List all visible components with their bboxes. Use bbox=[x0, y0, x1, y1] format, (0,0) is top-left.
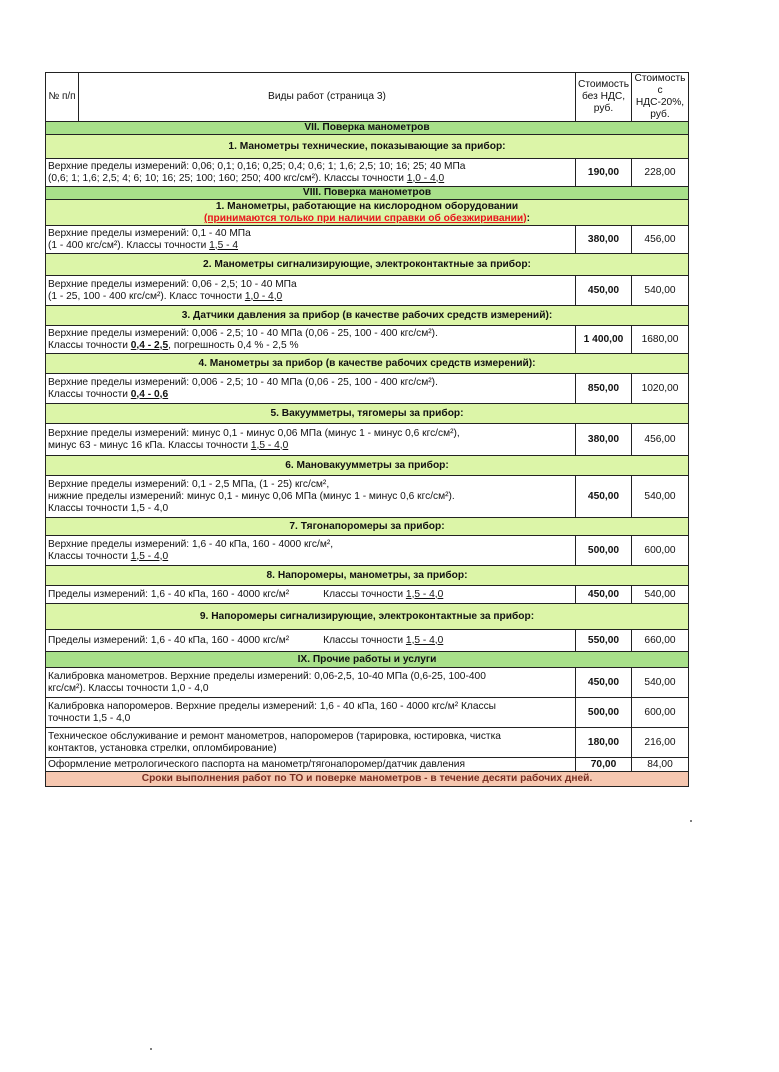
price-no-vat: 450,00 bbox=[576, 586, 632, 604]
price-with-vat: 600,00 bbox=[632, 536, 689, 566]
row-text: Верхние пределы измерений: 0,006 - 2,5; 10 - 40 МПа (0,06 - 25, 100 - 400 кгс/см²). bbox=[48, 376, 438, 388]
deadline-note: Сроки выполнения работ по ТО и поверке манометров - в течение десяти рабочих дней. bbox=[46, 772, 689, 787]
subsection-title: 9. Напоромеры сигнализирующие, электроконтактные за прибор: bbox=[46, 604, 689, 630]
accuracy-class: 1,0 - 4,0 bbox=[406, 172, 445, 184]
row-description bbox=[46, 159, 576, 187]
row-description bbox=[46, 586, 576, 604]
row-description bbox=[46, 536, 576, 566]
row-text: (1 - 25, 100 - 400 кгс/см²). Класс точности bbox=[48, 290, 245, 302]
table-header-row bbox=[46, 73, 689, 122]
accuracy-class: 1,5 - 4,0 bbox=[405, 634, 444, 646]
subsection-header-row bbox=[46, 135, 689, 159]
row-text: Верхние пределы измерений: 0,06; 0,1; 0,16; 0,25; 0,4; 0,6; 1; 1,6; 2,5; 10; 16; 25; 40 МПа bbox=[48, 160, 466, 172]
row-text: Классы точности 1,5 - 4,0 bbox=[48, 502, 169, 514]
subsection-header-row bbox=[46, 604, 689, 630]
accuracy-class: 1,5 - 4 bbox=[209, 239, 239, 251]
subsection-title: 1. Манометры технические, показывающие за прибор: bbox=[46, 135, 689, 159]
subsection-header-row bbox=[46, 200, 689, 226]
table-row bbox=[46, 758, 689, 772]
section-title: IX. Прочие работы и услуги bbox=[46, 652, 689, 668]
price-with-vat: 228,00 bbox=[632, 159, 689, 187]
table-row bbox=[46, 668, 689, 698]
row-text: Оформление метрологического паспорта на манометр/тягонапоромер/датчик давления bbox=[48, 758, 465, 770]
row-text: Классы точности bbox=[323, 588, 406, 600]
column-header-price-no-vat: Стоимость без НДС, руб. bbox=[576, 73, 632, 122]
row-text: Пределы измерений: 1,6 - 40 кПа, 160 - 4000 кгс/м² bbox=[48, 588, 290, 600]
row-text: Техническое обслуживание и ремонт манометров, напоромеров (тарировка, юстировка, чистка bbox=[48, 730, 501, 742]
price-with-vat: 84,00 bbox=[632, 758, 689, 772]
table-row bbox=[46, 476, 689, 518]
subsection-title bbox=[46, 200, 689, 226]
row-text: точности 1,5 - 4,0 bbox=[48, 712, 131, 724]
price-with-vat: 216,00 bbox=[632, 728, 689, 758]
table-row bbox=[46, 728, 689, 758]
row-text: Верхние пределы измерений: 0,06 - 2,5; 10 - 40 МПа bbox=[48, 278, 297, 290]
table-row bbox=[46, 326, 689, 354]
row-description bbox=[46, 226, 576, 254]
row-text: нижние пределы измерений: минус 0,1 - минус 0,06 МПа (минус 1 - минус 0,6 кгс/см²). bbox=[48, 490, 455, 502]
note-tail: : bbox=[526, 212, 530, 224]
row-description bbox=[46, 698, 576, 728]
row-text: Верхние пределы измерений: 0,006 - 2,5; 10 - 40 МПа (0,06 - 25, 100 - 400 кгс/см²). bbox=[48, 327, 438, 339]
price-no-vat: 450,00 bbox=[576, 668, 632, 698]
price-with-vat: 600,00 bbox=[632, 698, 689, 728]
table-row bbox=[46, 630, 689, 652]
subsection-title: 6. Мановакуумметры за прибор: bbox=[46, 456, 689, 476]
price-with-vat: 660,00 bbox=[632, 630, 689, 652]
subsection-header-row bbox=[46, 566, 689, 586]
subsection-title-text: 1. Манометры, работающие на кислородном оборудовании bbox=[215, 200, 519, 212]
row-text: Классы точности bbox=[48, 339, 131, 351]
table-row bbox=[46, 698, 689, 728]
price-no-vat: 450,00 bbox=[576, 276, 632, 306]
table-row bbox=[46, 374, 689, 404]
accuracy-class: 0,4 - 0,6 bbox=[130, 388, 169, 400]
subsection-title: 4. Манометры за прибор (в качестве рабочих средств измерений): bbox=[46, 354, 689, 374]
price-no-vat: 190,00 bbox=[576, 159, 632, 187]
subsection-title: 3. Датчики давления за прибор (в качестве рабочих средств измерений): bbox=[46, 306, 689, 326]
price-no-vat: 500,00 bbox=[576, 698, 632, 728]
scan-speck bbox=[690, 820, 692, 822]
price-no-vat: 1 400,00 bbox=[576, 326, 632, 354]
subsection-header-row bbox=[46, 518, 689, 536]
price-with-vat: 456,00 bbox=[632, 424, 689, 456]
price-no-vat: 380,00 bbox=[576, 424, 632, 456]
price-with-vat: 540,00 bbox=[632, 668, 689, 698]
row-description bbox=[46, 758, 576, 772]
row-text: (1 - 400 кгс/см²). Классы точности bbox=[48, 239, 210, 251]
row-text: Верхние пределы измерений: 1,6 - 40 кПа, 160 - 4000 кгс/м², bbox=[48, 538, 334, 550]
price-no-vat: 70,00 bbox=[576, 758, 632, 772]
row-text: Классы точности bbox=[48, 388, 131, 400]
row-text: Классы точности bbox=[48, 550, 131, 562]
table-row bbox=[46, 226, 689, 254]
price-list-table bbox=[45, 72, 689, 787]
column-header-work: Виды работ (страница 3) bbox=[79, 73, 576, 122]
row-description bbox=[46, 374, 576, 404]
row-text: Верхние пределы измерений: 0,1 - 40 МПа bbox=[48, 227, 251, 239]
accuracy-class: 1,5 - 4,0 bbox=[250, 439, 289, 451]
row-text: Пределы измерений: 1,6 - 40 кПа, 160 - 4000 кгс/м² bbox=[48, 634, 290, 646]
scan-speck bbox=[150, 1048, 152, 1050]
table-row bbox=[46, 276, 689, 306]
footer-row bbox=[46, 772, 689, 787]
subsection-header-row bbox=[46, 404, 689, 424]
row-description bbox=[46, 326, 576, 354]
price-with-vat: 540,00 bbox=[632, 476, 689, 518]
section-header-row bbox=[46, 652, 689, 668]
table-row bbox=[46, 159, 689, 187]
subsection-title: 2. Манометры сигнализирующие, электроконтактные за прибор: bbox=[46, 254, 689, 276]
table-row bbox=[46, 586, 689, 604]
accuracy-class: 1,5 - 4,0 bbox=[405, 588, 444, 600]
subsection-title: 7. Тягонапоромеры за прибор: bbox=[46, 518, 689, 536]
row-text: контактов, установка стрелки, опломбирование) bbox=[48, 742, 277, 754]
row-description bbox=[46, 276, 576, 306]
price-no-vat: 450,00 bbox=[576, 476, 632, 518]
row-text: Калибровка напоромеров. Верхние пределы измерений: 1,6 - 40 кПа, 160 - 4000 кгс/м² Классы bbox=[48, 700, 496, 712]
accuracy-class: 1,0 - 4,0 bbox=[244, 290, 283, 302]
row-description bbox=[46, 668, 576, 698]
price-with-vat: 540,00 bbox=[632, 586, 689, 604]
price-no-vat: 380,00 bbox=[576, 226, 632, 254]
row-description bbox=[46, 630, 576, 652]
accuracy-class: 1,5 - 4,0 bbox=[130, 550, 169, 562]
subsection-header-row bbox=[46, 354, 689, 374]
price-no-vat: 500,00 bbox=[576, 536, 632, 566]
section-header-row bbox=[46, 187, 689, 200]
row-description bbox=[46, 476, 576, 518]
price-no-vat: 850,00 bbox=[576, 374, 632, 404]
section-title: VII. Поверка манометров bbox=[46, 122, 689, 135]
row-text: минус 63 - минус 16 кПа. Классы точности bbox=[48, 439, 251, 451]
row-text: Калибровка манометров. Верхние пределы измерений: 0,06-2,5, 10-40 МПа (0,6-25, 100-400 bbox=[48, 670, 486, 682]
row-text: , погрешность 0,4 % - 2,5 % bbox=[168, 339, 299, 351]
column-header-number: № п/п bbox=[46, 73, 79, 122]
row-text: Верхние пределы измерений: минус 0,1 - минус 0,06 МПа (минус 1 - минус 0,6 кгс/см²), bbox=[48, 427, 460, 439]
price-with-vat: 540,00 bbox=[632, 276, 689, 306]
table-row bbox=[46, 536, 689, 566]
row-text: Классы точности bbox=[323, 634, 406, 646]
subsection-header-row bbox=[46, 254, 689, 276]
accuracy-class: 0,4 - 2,5 bbox=[130, 339, 169, 351]
price-no-vat: 180,00 bbox=[576, 728, 632, 758]
subsection-title: 8. Напоромеры, манометры, за прибор: bbox=[46, 566, 689, 586]
section-title: VIII. Поверка манометров bbox=[46, 187, 689, 200]
price-with-vat: 1680,00 bbox=[632, 326, 689, 354]
row-text: (0,6; 1; 1,6; 2,5; 4; 6; 10; 16; 25; 100; 160; 250; 400 кгс/см²). Классы точности bbox=[48, 172, 407, 184]
subsection-header-row bbox=[46, 306, 689, 326]
warning-note: (принимаются только при наличии справки об обезжиривании) bbox=[204, 212, 527, 224]
subsection-title: 5. Вакуумметры, тягомеры за прибор: bbox=[46, 404, 689, 424]
table-row bbox=[46, 424, 689, 456]
column-header-price-vat: Стоимость с НДС-20%, руб. bbox=[632, 73, 689, 122]
row-text: Верхние пределы измерений: 0,1 - 2,5 МПа, (1 - 25) кгс/см², bbox=[48, 478, 330, 490]
subsection-header-row bbox=[46, 456, 689, 476]
price-with-vat: 1020,00 bbox=[632, 374, 689, 404]
price-with-vat: 456,00 bbox=[632, 226, 689, 254]
price-no-vat: 550,00 bbox=[576, 630, 632, 652]
row-description bbox=[46, 728, 576, 758]
row-description bbox=[46, 424, 576, 456]
row-text: кгс/см²). Классы точности 1,0 - 4,0 bbox=[48, 682, 209, 694]
section-header-row bbox=[46, 122, 689, 135]
